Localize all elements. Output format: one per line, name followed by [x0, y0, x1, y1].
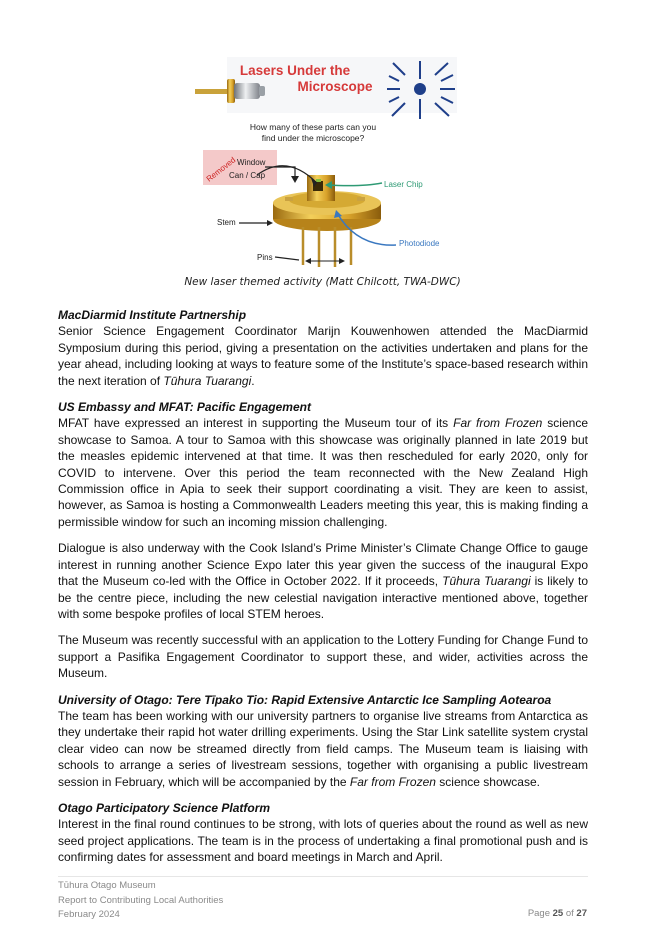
section-heading-us-embassy: US Embassy and MFAT: Pacific Engagement: [58, 400, 311, 415]
figure-title-line1: Lasers Under the: [239, 63, 351, 78]
label-stem: Stem: [217, 218, 236, 227]
paragraph-cook-islands: Dialogue is also underway with the Cook Island’s Prime Minister’s Climate Change Office to gauge interest in running another Science Expo later this year given the success of the inaugural Expo that the Museum co-led with the Office in October 2022. If it proceeds, Tūhura Tuarangi is likely to be the centre piece, including the new celestial navigation interactive mentioned above, together with some bespoke profiles of local STEM heroes.: [58, 541, 589, 621]
section-heading-participatory-science: Otago Participatory Science Platform: [58, 800, 271, 815]
figure-question-line1: How many of these parts can you: [249, 122, 377, 132]
section-heading-university-otago: University of Otago: Tere Tīpako Tio: Rapid Extensive Antarctic Ice Sampling Aotearoa: [58, 692, 552, 707]
footer-org: Tūhura Otago Museum: [58, 880, 156, 891]
paragraph-antarctic-livestream: The team has been working with our university partners to organise live streams from Antarctica as they undertake their rapid hot water drilling experiments. Using the Star Link satellite system crystal clear video can now be streamed directly from field camps. The Museum team is liaising with schools to arrange a series of livestream sessions, together with organising a public livestream session in February, which will be accompanied by the Far from Frozen science showcase.: [58, 708, 588, 789]
paragraph-mfat-samoa: MFAT have expressed an interest in supporting the Museum tour of its Far from Frozen science showcase to Samoa. A tour to Samoa with this showcase was originally planned in late 2019 but the measles epidemic intervened at that time. It was then rescheduled for early 2020, only for COVID to intervene. Over this period the team reconnected with the New Zealand High Commission office in Apia to seek their support coordinating a visit. They are keen to assist, however, as Samoa is hosting a Commonwealth Leaders meeting this year, this is making finding a permissible window for such an incoming mission challenging.: [58, 416, 588, 529]
removed-tag: Removed: [204, 155, 238, 184]
paragraph-final-round: Interest in the final round continues to be strong, with lots of queries about the round as well as new seed project applications. The team is in the process of undertaking a final promotional push and is confirming dates for assessment and board meetings in March and April.: [58, 817, 588, 865]
figure-question-line2: find under the microscope?: [261, 133, 365, 143]
footer-report: Report to Contributing Local Authorities: [58, 894, 224, 906]
label-can-cap: Can / Cap: [229, 171, 266, 180]
label-laser-chip: Laser Chip: [384, 180, 423, 189]
footer-divider: [58, 876, 588, 877]
footer-date: February 2024: [58, 909, 120, 920]
figure-caption: New laser themed activity (Matt Chilcott, TWA-DWC): [184, 276, 461, 288]
report-body: [58, 307, 588, 866]
section-heading-macdiarmid: MacDiarmid Institute Partnership: [58, 308, 247, 322]
figure-title-line2: Microscope: [297, 79, 373, 94]
label-photodiode: Photodiode: [399, 239, 440, 248]
paragraph-lottery-funding: The Museum was recently successful with an application to the Lottery Funding for Change Fund to support a Pasifika Engagement Coordinator to support these, and wider, activities across the Museum.: [58, 633, 588, 681]
page-number: Page 25 of 27: [527, 908, 587, 919]
paragraph-macdiarmid: Senior Science Engagement Coordinator Marijn Kouwenhowen attended the MacDiarmid Symposium during this period, giving a presentation on the activities undertaken and plans for the year ahead, including looking at ways to feature some of the Institute’s space-based research within the next iteration of Tūhura Tuarangi.: [58, 324, 588, 388]
label-window: Window: [237, 158, 266, 167]
label-pins: Pins: [257, 253, 273, 262]
footer-info: [58, 879, 223, 923]
laser-figure: [187, 57, 460, 270]
